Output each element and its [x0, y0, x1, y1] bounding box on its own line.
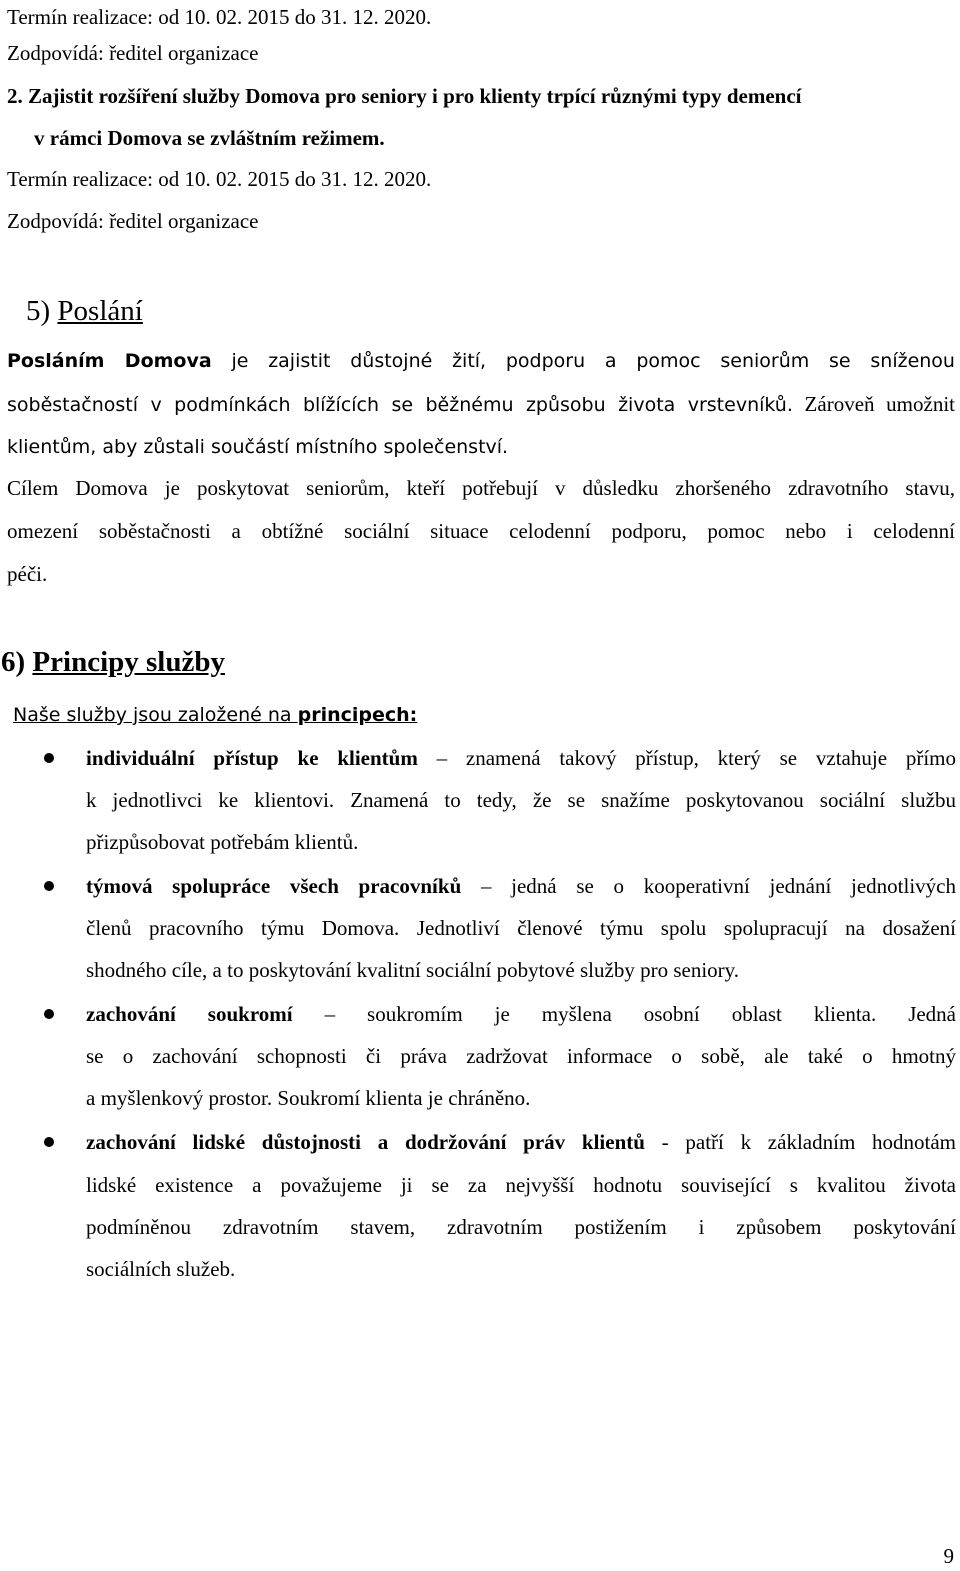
bullet-2-dot — [44, 881, 54, 891]
bullet-3-dot — [44, 1009, 54, 1019]
responsible-2: Zodpovídá: ředitel organizace — [7, 209, 259, 233]
principle-4-line-2: lidské existence a považujeme ji se za nejvyšší hodnotu související s kvalitou života — [86, 1173, 956, 1197]
principle-1-title: individuální přístup ke klientům — [86, 746, 418, 770]
principle-1-line-3: přizpůsobovat potřebám klientů. — [86, 830, 359, 854]
goal-2-line-1: 2. Zajistit rozšíření služby Domova pro seniory i pro klienty trpící různými typy demencí — [7, 84, 802, 108]
principle-2-title: týmová spolupráce všech pracovníků — [86, 874, 462, 898]
principle-1-line-1 — [86, 745, 956, 771]
realization-term-2: Termín realizace: od 10. 02. 2015 do 31. 12. 2020. — [7, 167, 432, 191]
mission-line-1 — [7, 348, 955, 374]
page-number: 9 — [943, 1544, 954, 1568]
section-6-title: Principy služby — [32, 646, 225, 678]
principle-2-line-3: shodného cíle, a to poskytování kvalitní sociální pobytové služby pro seniory. — [86, 958, 740, 982]
principle-2-line-2: členů pracovního týmu Domova. Jednotliví členové týmu spolu spolupracují na dosažení — [86, 916, 956, 940]
mission-line-2 — [7, 391, 955, 418]
goal-line-3: péči. — [7, 562, 48, 586]
principle-4-line-1 — [86, 1129, 956, 1155]
principle-3-line-3: a myšlenkový prostor. Soukromí klienta je chráněno. — [86, 1086, 531, 1110]
principle-4-title: zachování lidské důstojnosti a dodržování práv klientů — [86, 1130, 645, 1154]
mission-bold: Posláním Domova — [7, 350, 212, 372]
principle-3-rest: – soukromím je myšlena osobní oblast klienta. Jedná — [292, 1002, 957, 1026]
principles-intro — [13, 702, 417, 728]
mission-line-2-b: Zároveň umožnit — [792, 392, 955, 416]
realization-term-1: Termín realizace: od 10. 02. 2015 do 31. 12. 2020. — [7, 5, 432, 29]
responsible-1: Zodpovídá: ředitel organizace — [7, 41, 259, 65]
bullet-1-dot — [44, 753, 54, 763]
principle-4-line-3: podmíněnou zdravotním stavem, zdravotním postižením i způsobem poskytování — [86, 1215, 956, 1239]
mission-line-1-rest: je zajistit důstojné žití, podporu a pomoc seniorům se sníženou — [211, 350, 955, 372]
principles-intro-a: Naše služby jsou založené na — [13, 704, 292, 726]
goal-2-line-2: v rámci Domova se zvláštním režimem. — [34, 126, 385, 150]
principle-2-line-1 — [86, 873, 956, 899]
mission-line-2-a: soběstačností v podmínkách blížících se běžnému způsobu života vrstevníků. — [7, 394, 793, 416]
section-6-heading — [1, 645, 225, 679]
principle-4-rest: - patří k základním hodnotám — [644, 1130, 956, 1154]
principle-2-rest: – jedná se o kooperativní jednání jednotlivých — [461, 874, 956, 898]
section-5-title: Poslání — [57, 295, 143, 327]
principle-3-title: zachování soukromí — [86, 1002, 293, 1026]
principle-1-line-2: k jednotlivci ke klientovi. Znamená to tedy, že se snažíme poskytovanou sociální službu — [86, 788, 956, 812]
principle-3-line-2: se o zachování schopnosti či práva zadržovat informace o sobě, ale také o hmotný — [86, 1044, 956, 1068]
principle-1-rest: – znamená takový přístup, který se vztahuje přímo — [417, 746, 956, 770]
principle-3-line-1 — [86, 1001, 956, 1027]
section-5-number: 5) — [26, 295, 51, 327]
bullet-4-dot — [44, 1137, 54, 1147]
section-5-heading — [26, 294, 143, 328]
goal-line-2: omezení soběstačnosti a obtížné sociální situace celodenní podporu, pomoc nebo i celodenní — [7, 519, 955, 543]
goal-line-1: Cílem Domova je poskytovat seniorům, kteří potřebují v důsledku zhoršeného zdravotního stavu, — [7, 476, 955, 500]
mission-line-3: klientům, aby zůstali součástí místního společenství. — [7, 436, 509, 458]
section-6-number: 6) — [1, 646, 26, 678]
principle-4-line-4: sociálních služeb. — [86, 1257, 236, 1281]
principles-intro-b: principech: — [297, 704, 418, 726]
